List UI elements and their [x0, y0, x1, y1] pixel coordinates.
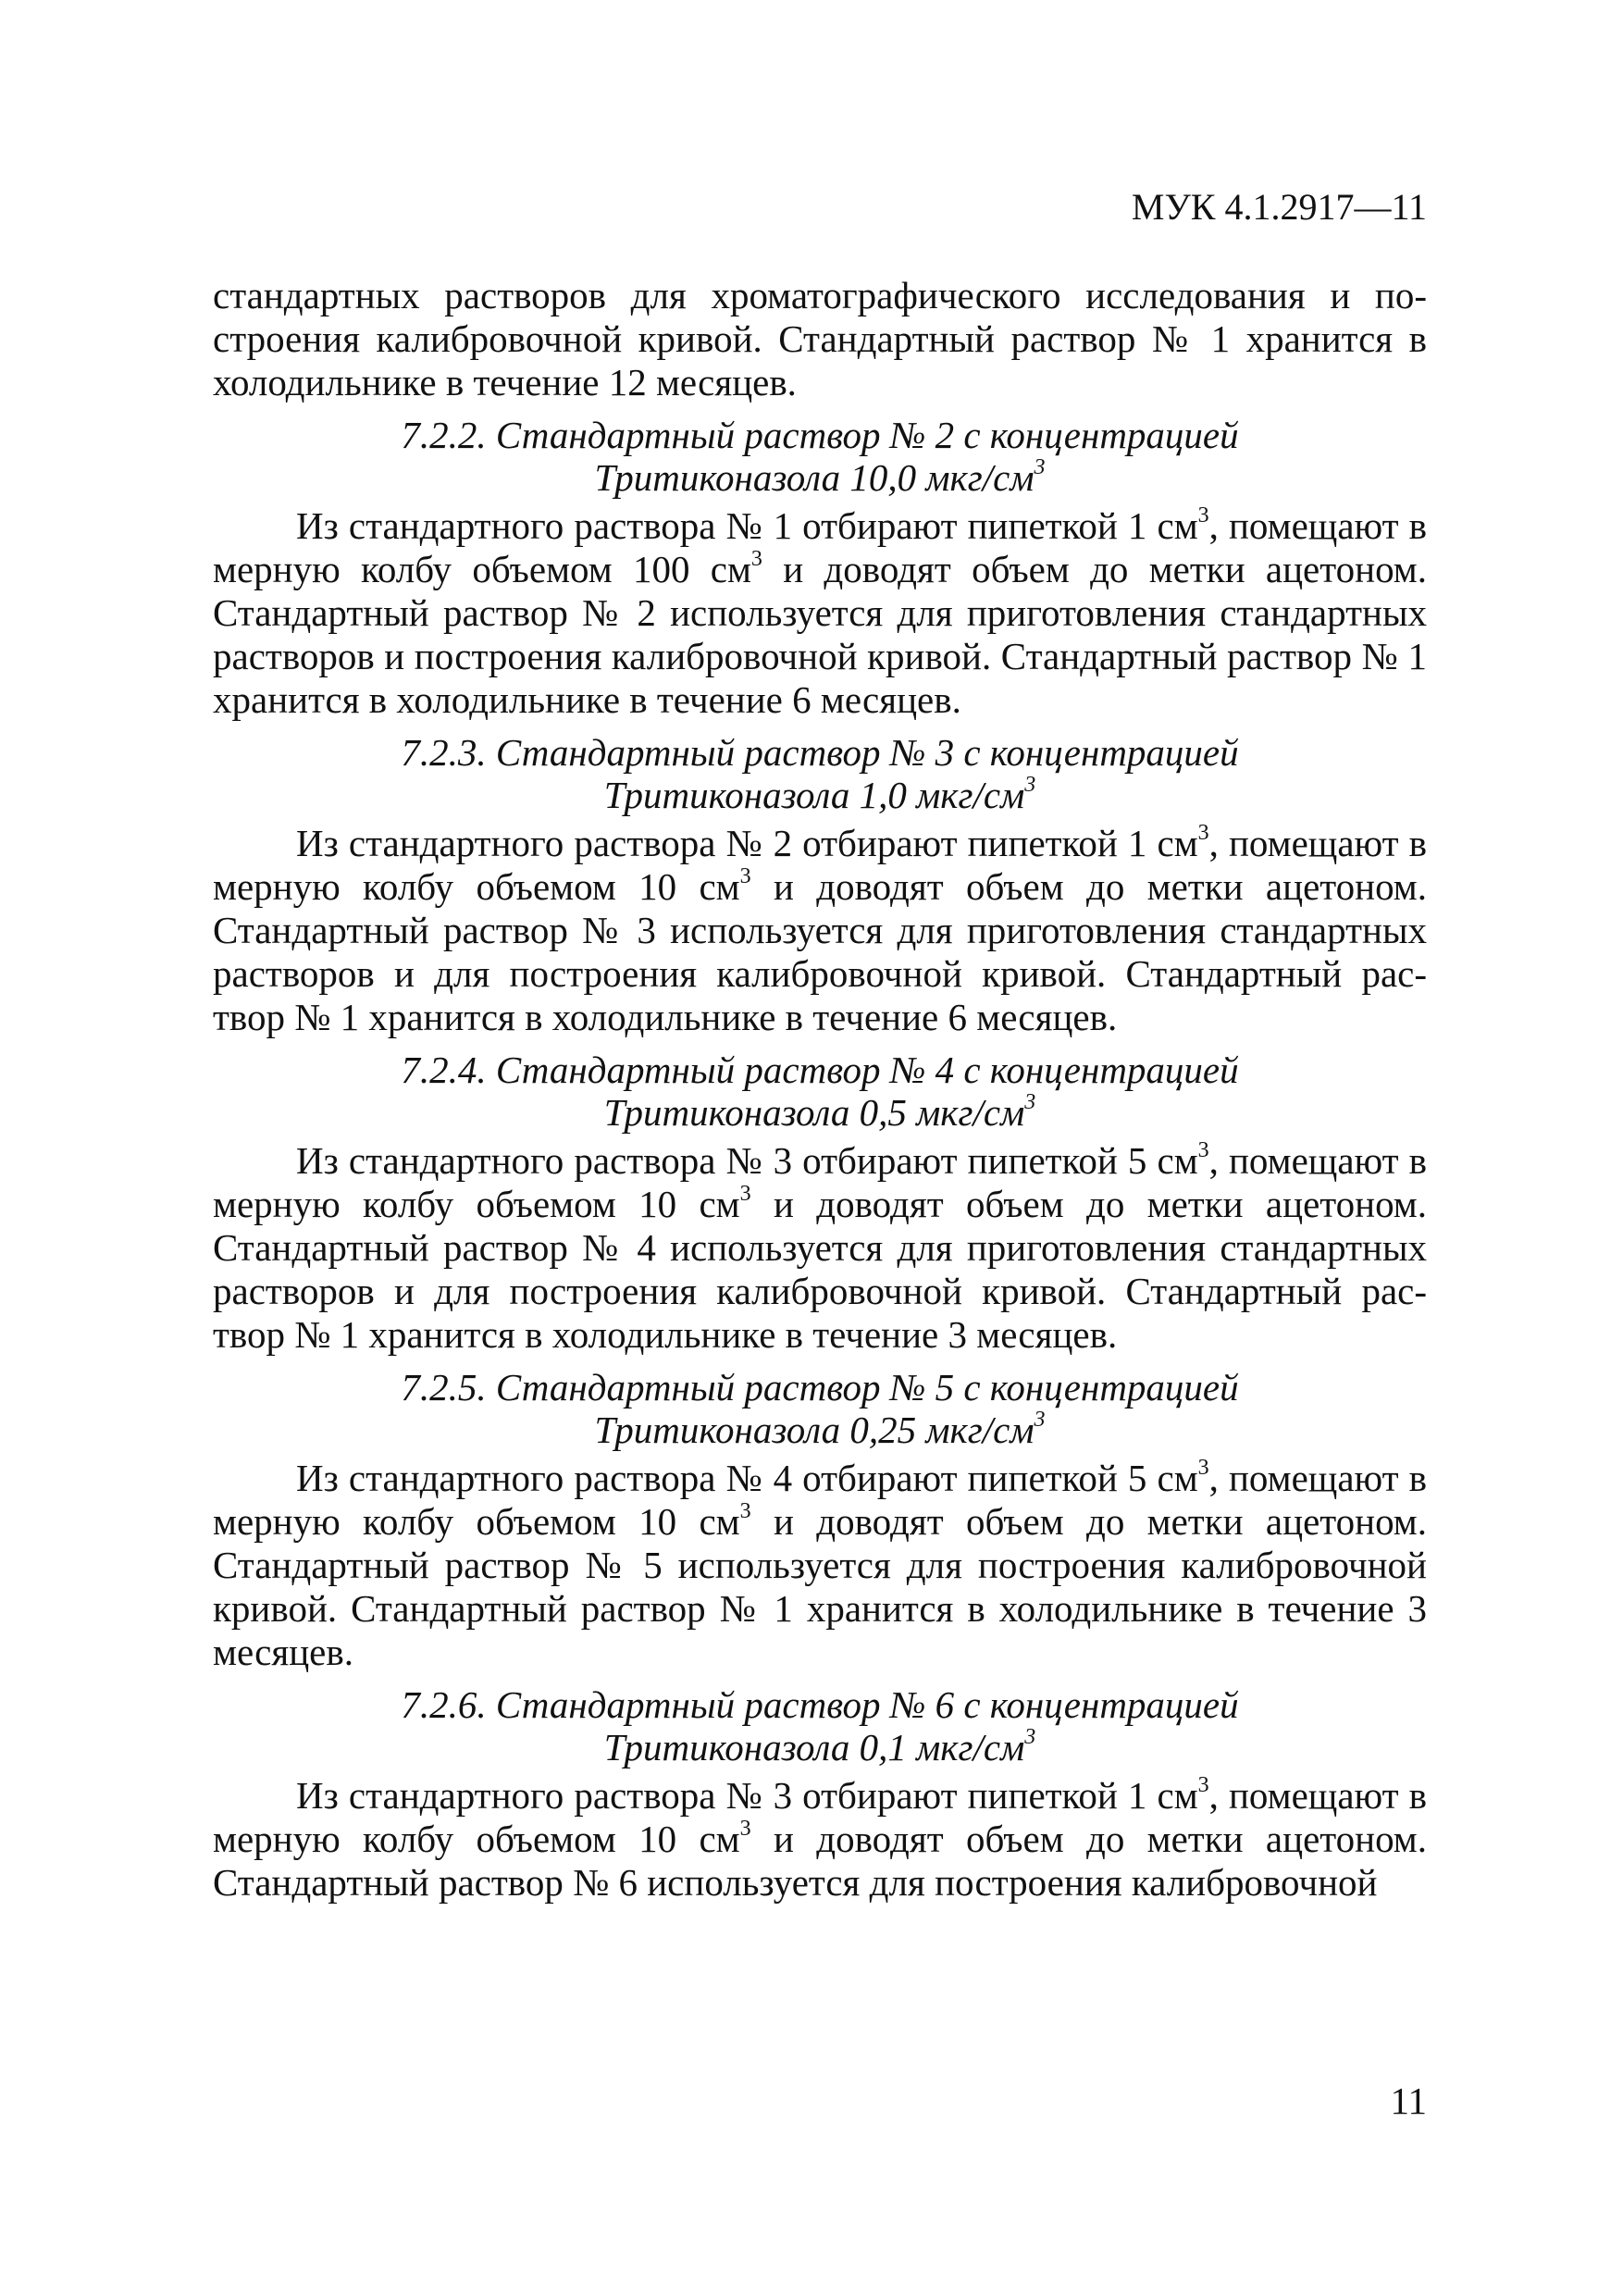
section-paragraph-7-2-5: [213, 1457, 1427, 1674]
concentration-label: Тритиконазола 0,5 мкг/см: [603, 1091, 1025, 1134]
intro-paragraph: стандартных растворов для хроматографического исследования и по-строения калибровочной кривой. Стандартный раствор № 1 хранится в холодильнике в течение 12 месяцев.: [213, 274, 1427, 403]
section-title-line2: [213, 774, 1427, 816]
paragraph-text: и доводят объем до метки ацетоном. Стандартный раствор № 5 используется для построения калибровочной кривой. Стандартный раствор № 1 хранится в холодильнике в течение 3 месяцев.: [213, 1500, 1427, 1673]
section-paragraph-7-2-4: [213, 1139, 1427, 1357]
section-heading-7-2-2: [213, 414, 1427, 499]
superscript: 3: [1034, 455, 1046, 480]
section-title-line2: [213, 1726, 1427, 1769]
paragraph-text: Из стандартного раствора № 1 отбирают пипеткой 1 см: [296, 504, 1198, 547]
section-title-line1: 7.2.4. Стандартный раствор № 4 с концентрацией: [401, 1049, 1239, 1091]
superscript: 3: [1197, 1138, 1209, 1163]
paragraph-text: и доводят объем до метки ацетоном. Стандартный раствор № 3 используется для приготовления стандартных растворов и для построения калибровочной кривой. Стандартный рас-твор № 1 хранится в холодильнике в течение 6 месяцев.: [213, 865, 1427, 1038]
paragraph-text: и доводят объем до метки ацетоном. Стандартный раствор № 4 используется для приготовления стандартных растворов и для построения калибровочной кривой. Стандартный рас-твор № 1 хранится в холодильнике в течение 3 месяцев.: [213, 1183, 1427, 1356]
section-title-line2: [213, 1409, 1427, 1451]
paragraph-text: , помещают в мерную колбу объемом 10 см: [213, 1457, 1427, 1543]
paragraph-text: и доводят объем до метки ацетоном. Стандартный раствор № 2 используется для приготовления стандартных растворов и построения калибровочной кривой. Стандартный раствор № 1 хранится в холодильнике в течение 6 месяцев.: [213, 548, 1427, 721]
paragraph-text: Из стандартного раствора № 3 отбирают пипеткой 5 см: [296, 1139, 1198, 1182]
section-paragraph-7-2-6: [213, 1774, 1427, 1905]
superscript: 3: [739, 1499, 751, 1524]
section-heading-7-2-3: [213, 731, 1427, 816]
paragraph-text: , помещают в мерную колбу объемом 100 см: [213, 504, 1427, 590]
paragraph-text: , помещают в мерную колбу объемом 10 см: [213, 1774, 1427, 1860]
page-number: 11: [1390, 2079, 1427, 2122]
section-title-line1: 7.2.2. Стандартный раствор № 2 с концентрацией: [401, 414, 1239, 456]
superscript: 3: [1197, 1773, 1209, 1798]
paragraph-text: , помещают в мерную колбу объемом 10 см: [213, 822, 1427, 908]
superscript: 3: [1024, 1725, 1036, 1750]
section-title-line1: 7.2.5. Стандартный раствор № 5 с концентрацией: [401, 1366, 1239, 1409]
section-title-line2: [213, 1091, 1427, 1134]
section-heading-7-2-6: [213, 1683, 1427, 1769]
concentration-label: Тритиконазола 0,1 мкг/см: [603, 1726, 1025, 1769]
superscript: 3: [1197, 503, 1209, 528]
superscript: 3: [1024, 773, 1036, 798]
superscript: 3: [750, 547, 762, 572]
superscript: 3: [739, 1817, 751, 1842]
superscript: 3: [739, 1182, 751, 1207]
section-title-line1: 7.2.6. Стандартный раствор № 6 с концентрацией: [401, 1683, 1239, 1726]
paragraph-text: Из стандартного раствора № 2 отбирают пипеткой 1 см: [296, 822, 1198, 864]
concentration-label: Тритиконазола 0,25 мкг/см: [594, 1409, 1035, 1451]
superscript: 3: [1197, 1456, 1209, 1481]
section-paragraph-7-2-2: [213, 504, 1427, 722]
superscript: 3: [1034, 1408, 1046, 1433]
superscript: 3: [1024, 1090, 1036, 1115]
section-heading-7-2-5: [213, 1366, 1427, 1451]
section-title-line2: [213, 456, 1427, 499]
paragraph-text: Из стандартного раствора № 3 отбирают пипеткой 1 см: [296, 1774, 1198, 1817]
paragraph-text: Из стандартного раствора № 4 отбирают пипеткой 5 см: [296, 1457, 1198, 1499]
concentration-label: Тритиконазола 10,0 мкг/см: [594, 456, 1035, 499]
paragraph-text: , помещают в мерную колбу объемом 10 см: [213, 1139, 1427, 1225]
superscript: 3: [739, 864, 751, 889]
document-code-header: МУК 4.1.2917—11: [1131, 186, 1427, 228]
page-content: [213, 274, 1427, 1905]
section-title-line1: 7.2.3. Стандартный раствор № 3 с концентрацией: [401, 731, 1239, 774]
paragraph-text: и доводят объем до метки ацетоном. Стандартный раствор № 6 используется для построения калибровочной: [213, 1818, 1427, 1904]
section-paragraph-7-2-3: [213, 822, 1427, 1039]
section-heading-7-2-4: [213, 1049, 1427, 1134]
concentration-label: Тритиконазола 1,0 мкг/см: [603, 774, 1025, 816]
superscript: 3: [1197, 821, 1209, 846]
